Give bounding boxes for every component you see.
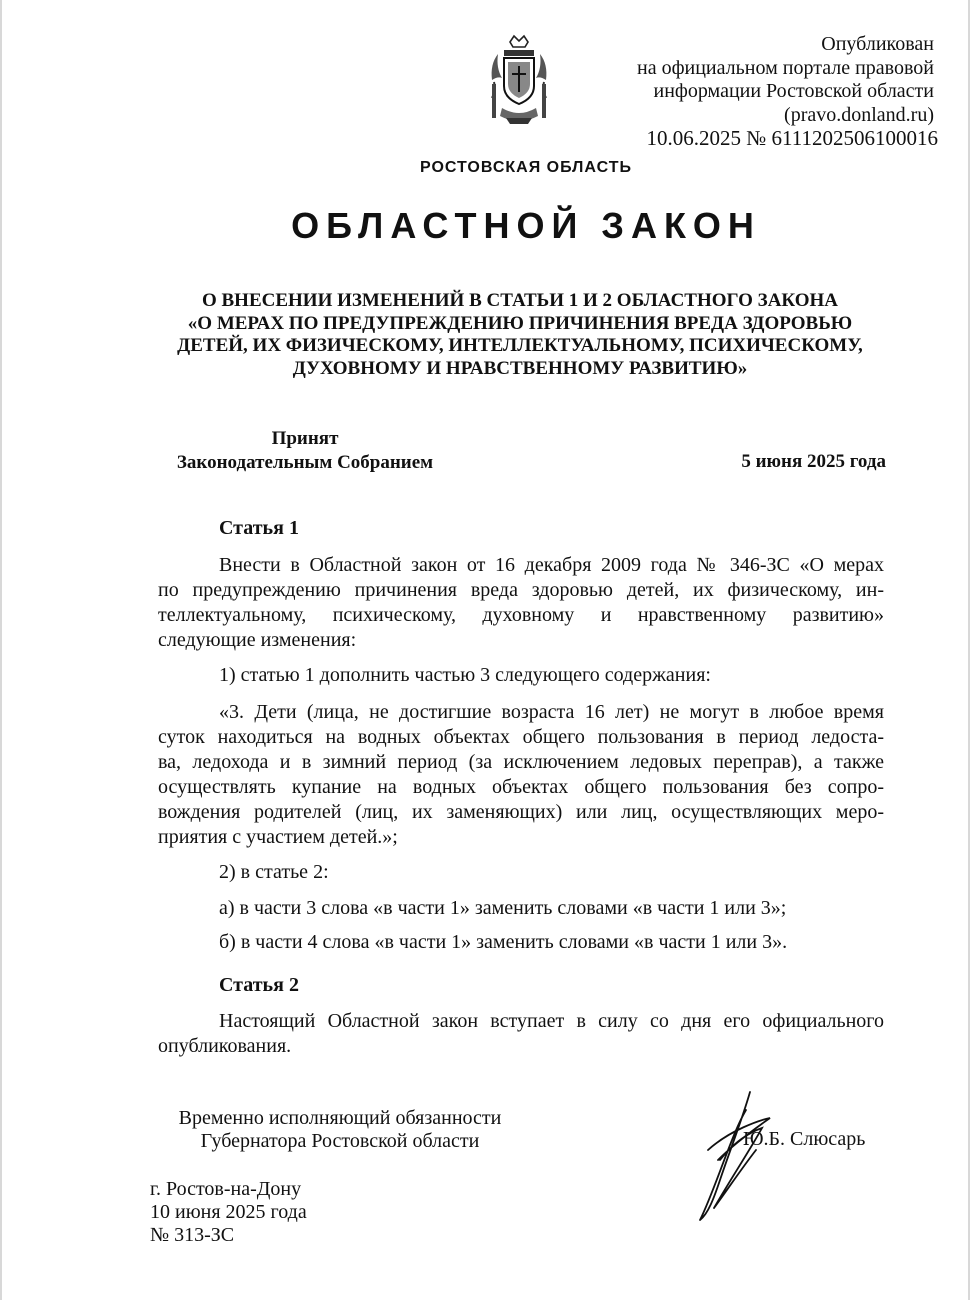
amendment-item-2: 2) в статье 2: [219,861,329,883]
text-line: приятия с участием детей.»; [158,826,398,848]
article-2-heading: Статья 2 [219,974,299,996]
adopted-label: Принят [271,428,339,449]
text-line: ва, ледохода и в зимний период (за исключением ледовых переправ), а также [158,751,884,773]
text-line: опубликования. [158,1035,292,1057]
law-title-line: «О МЕРАХ ПО ПРЕДУПРЕЖДЕНИЮ ПРИЧИНЕНИЯ ВРЕДА ЗДОРОВЬЮ [187,312,853,334]
publication-line: (pravo.donland.ru) [784,103,934,126]
text-line: суток находиться на водных объектах общего пользования в период ледоста- [158,726,884,748]
signer-name: Ю.Б. Слюсарь [743,1128,866,1150]
publication-line: информации Ростовской области [653,80,934,102]
text-line: теллектуальному, психическому, духовному и нравственному развитию» [158,604,884,626]
handwritten-signature-icon [690,1090,780,1225]
amendment-item-2b: б) в части 4 слова «в части 1» заменить словами «в части 1 или 3». [219,931,788,953]
publication-notice [604,33,938,151]
adopted-body: Законодательным Собранием [176,452,434,473]
text-line: Внести в Областной закон от 16 декабря 2009 года № 346-ЗС «О мерах [219,554,884,576]
adopted-by [150,427,460,475]
adopted-date: 5 июня 2025 года [741,451,886,472]
text-line: следующие изменения: [158,629,357,651]
document-date: 10 июня 2025 года [150,1201,307,1223]
text-line: по предупреждению причинения вреда здоровью детей, их физическому, ин- [158,579,884,601]
publication-number: 10.06.2025 № 6111202506100016 [646,126,938,150]
signer-position [160,1107,520,1153]
document-city: г. Ростов-на-Дону [150,1178,302,1200]
amendment-item-1: 1) статью 1 дополнить частью 3 следующего содержания: [219,664,711,686]
article-1-intro [158,553,884,653]
amendment-item-2a: а) в части 3 слова «в части 1» заменить словами «в части 1 или 3»; [219,897,787,919]
document-number: № 313-ЗС [150,1224,235,1246]
article-2-text [158,1009,884,1059]
article-1-quote [158,700,884,850]
region-heading: РОСТОВСКАЯ ОБЛАСТЬ [419,159,632,176]
publication-line: Опубликован [821,33,934,55]
text-line: вождения родителей (лиц, их заменяющих) или лиц, осуществляющих меро- [158,801,884,823]
text-line: Настоящий Областной закон вступает в силу со дня его официального [219,1010,884,1032]
coat-of-arms-icon [488,34,550,126]
law-title-line: О ВНЕСЕНИИ ИЗМЕНЕНИЙ В СТАТЬИ 1 И 2 ОБЛАСТНОГО ЗАКОНА [201,290,839,311]
document-place-date [150,1178,307,1247]
signer-position-line: Временно исполняющий обязанности [178,1107,502,1129]
article-1-heading: Статья 1 [219,517,299,539]
law-title-line: ДУХОВНОМУ И НРАВСТВЕННОМУ РАЗВИТИЮ» [292,357,748,379]
law-title [160,290,880,380]
publication-line: на официальном портале правовой [636,56,934,79]
signer-position-line: Губернатора Ростовской области [200,1130,480,1152]
text-line: «3. Дети (лица, не достигшие возраста 16 лет) не могут в любое время [219,701,884,723]
document-type: ОБЛАСТНОЙ ЗАКОН [291,205,761,246]
law-title-line: ДЕТЕЙ, ИХ ФИЗИЧЕСКОМУ, ИНТЕЛЛЕКТУАЛЬНОМУ, ПСИХИЧЕСКОМУ, [177,335,863,356]
text-line: осуществлять купание на водных объектах общего пользования без сопро- [158,776,884,798]
page-edge-left [0,0,2,1300]
